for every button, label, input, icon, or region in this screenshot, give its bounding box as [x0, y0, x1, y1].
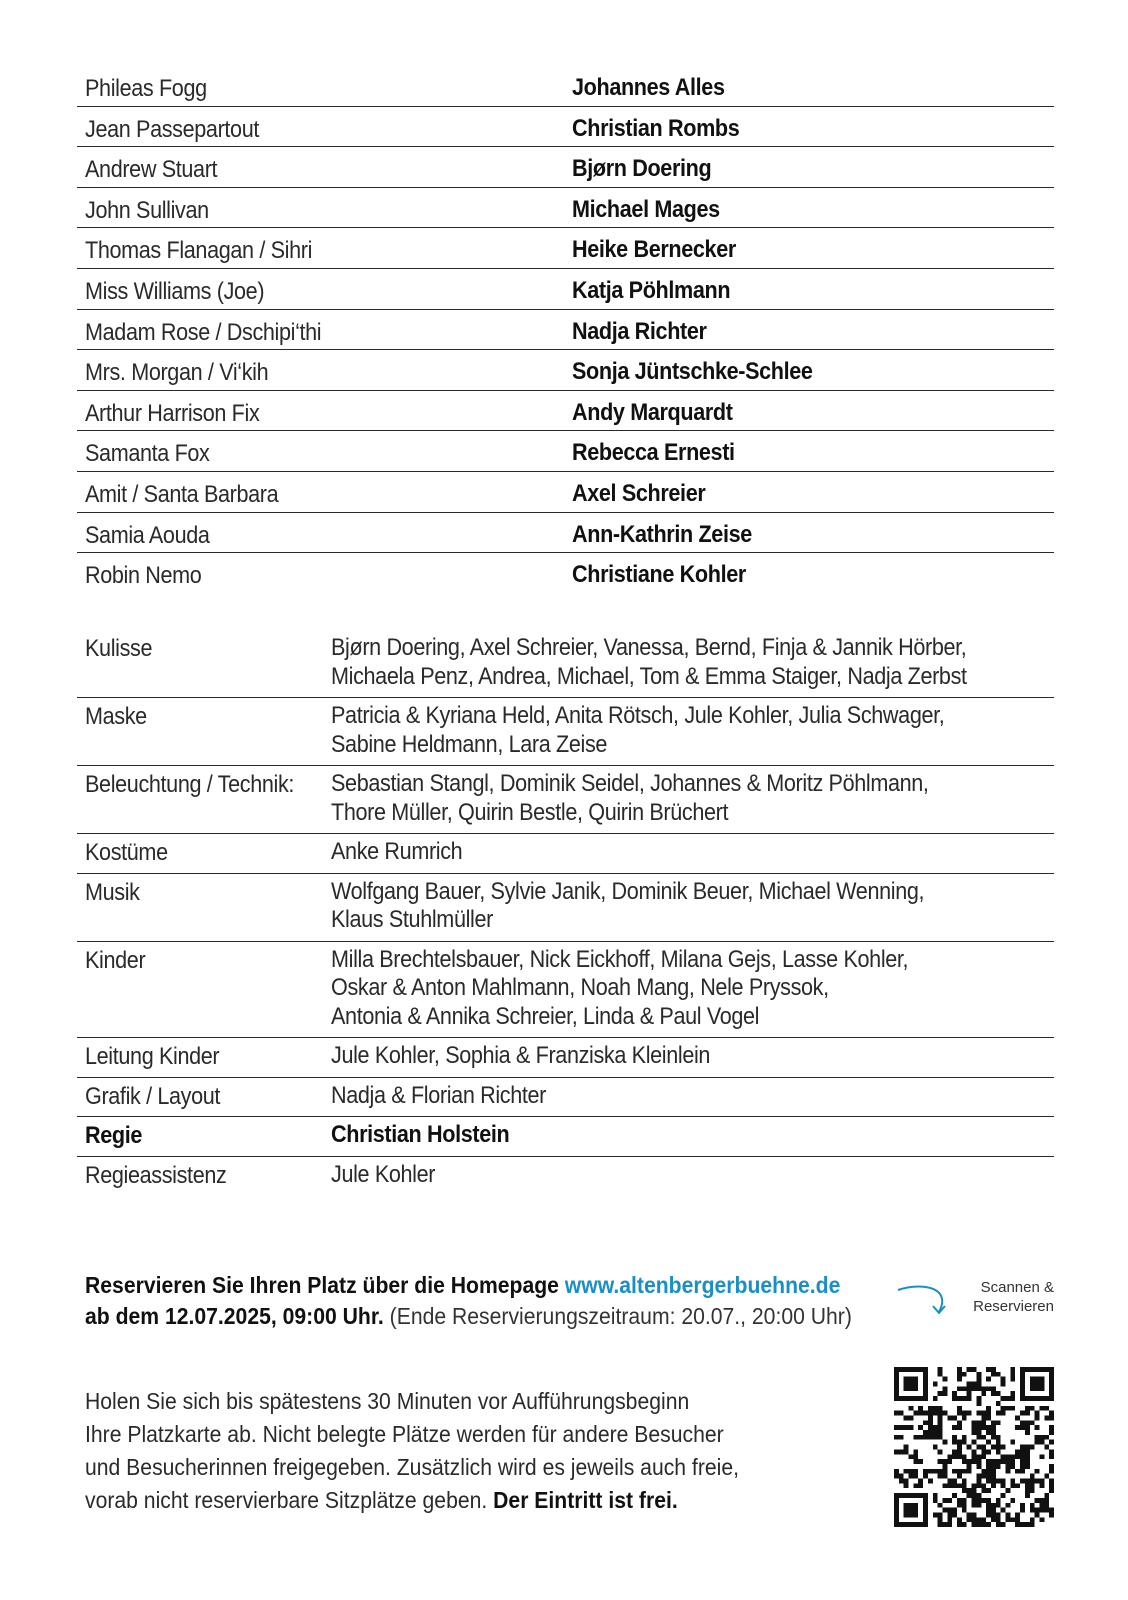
crew-names [331, 946, 1054, 1032]
crew-names-line: Milla Brechtelsbauer, Nick Eickhoff, Milana Gejs, Lasse Kohler, [331, 945, 909, 973]
crew-names [331, 878, 1054, 935]
info-line: Holen Sie sich bis spätestens 30 Minuten vor Aufführungsbeginn [85, 1388, 690, 1414]
actor-name: Axel Schreier [572, 479, 706, 507]
crew-row [77, 698, 1054, 766]
role-name: Amit / Santa Barbara [85, 480, 279, 508]
cast-table [77, 66, 1054, 594]
actor-name: Bjørn Doering [572, 155, 712, 183]
cast-row [77, 431, 1054, 472]
crew-names [331, 838, 1054, 867]
cast-row [77, 513, 1054, 554]
cast-row [77, 391, 1054, 432]
info-text: vorab nicht reservierbare Sitzplätze geben. [85, 1487, 494, 1513]
info-line: Ihre Platzkarte ab. Nicht belegte Plätze werden für andere Besucher [85, 1421, 724, 1447]
free-entry-note: Der Eintritt ist frei. [493, 1487, 678, 1513]
crew-names-line: Patricia & Kyriana Held, Anita Rötsch, Jule Kohler, Julia Schwager, [331, 702, 945, 729]
crew-names [331, 702, 1054, 759]
crew-names [331, 1121, 1054, 1150]
cast-row [77, 472, 1054, 513]
crew-names-line: Bjørn Doering, Axel Schreier, Vanessa, Bernd, Finja & Jannik Hörber, [331, 634, 967, 661]
cast-row [77, 310, 1054, 351]
role-name: Robin Nemo [85, 562, 202, 590]
crew-label: Leitung Kinder [85, 1043, 220, 1070]
info-line: und Besucherinnen freigegeben. Zusätzlich wird es jeweils auch freie, [85, 1454, 739, 1480]
role-name: Madam Rose / Dschipi‘thi [85, 318, 322, 346]
crew-names-line: Oskar & Anton Mahlmann, Noah Mang, Nele Pryssok, [331, 974, 829, 1001]
crew-names-line: Sabine Heldmann, Lara Zeise [331, 730, 608, 758]
qr-code-icon[interactable] [894, 1367, 1054, 1527]
crew-row [77, 1038, 1054, 1078]
reservation-line-1 [85, 1270, 852, 1301]
crew-names-line: Jule Kohler, Sophia & Franziska Kleinlein [331, 1042, 711, 1069]
crew-names-line: Christian Holstein [331, 1121, 510, 1148]
role-name: Miss Williams (Joe) [85, 277, 265, 305]
actor-name: Rebecca Ernesti [572, 439, 735, 467]
crew-row [77, 942, 1054, 1039]
crew-label: Kinder [85, 946, 146, 974]
reservation-start: ab dem 12.07.2025, 09:00 Uhr. [85, 1303, 384, 1329]
crew-names-line: Antonia & Annika Schreier, Linda & Paul Vogel [331, 1002, 760, 1030]
crew-label: Beleuchtung / Technik: [85, 771, 295, 798]
cast-row [77, 350, 1054, 391]
actor-name: Heike Bernecker [572, 236, 736, 264]
cast-row [77, 188, 1054, 229]
crew-row [77, 834, 1054, 874]
homepage-link[interactable]: www.altenbergerbuehne.de [564, 1272, 841, 1298]
info-paragraph [85, 1385, 739, 1517]
crew-names-line: Anke Rumrich [331, 838, 463, 865]
crew-label: Kostüme [85, 839, 168, 866]
scan-caption-line: Reservieren [973, 1298, 1054, 1315]
crew-names [331, 1161, 1054, 1190]
crew-names-line: Thore Müller, Quirin Bestle, Quirin Brüchert [331, 798, 729, 826]
crew-row [77, 630, 1054, 698]
role-name: Samia Aouda [85, 521, 210, 549]
crew-label: Regieassistenz [85, 1161, 227, 1189]
role-name: Jean Passepartout [85, 115, 260, 143]
crew-names-line: Nadja & Florian Richter [331, 1081, 547, 1109]
reservation-text: Reservieren Sie Ihren Platz über die Homepage [85, 1272, 565, 1298]
reservation-notice [85, 1270, 852, 1332]
role-name: Mrs. Morgan / Vi‘kih [85, 359, 269, 387]
role-name: Andrew Stuart [85, 156, 218, 184]
crew-row [77, 1157, 1054, 1196]
crew-label: Kulisse [85, 635, 153, 662]
curved-arrow-icon [896, 1280, 956, 1320]
info-line [85, 1484, 739, 1517]
role-name: Phileas Fogg [85, 75, 207, 102]
cast-row [77, 269, 1054, 310]
crew-names-line: Michaela Penz, Andrea, Michael, Tom & Emma Staiger, Nadja Zerbst [331, 662, 967, 690]
crew-label: Musik [85, 878, 140, 906]
crew-table [77, 630, 1054, 1195]
actor-name: Katja Pöhlmann [572, 276, 731, 304]
crew-names-line: Jule Kohler [331, 1160, 436, 1188]
actor-name: Andy Marquardt [572, 398, 733, 426]
reservation-line-2 [85, 1301, 852, 1332]
cast-row [77, 228, 1054, 269]
actor-name: Ann-Kathrin Zeise [572, 520, 752, 548]
role-name: John Sullivan [85, 196, 209, 224]
crew-names [331, 634, 1054, 691]
crew-names-line: Wolfgang Bauer, Sylvie Janik, Dominik Beuer, Michael Wenning, [331, 877, 925, 905]
scan-caption-line: Scannen & [980, 1279, 1054, 1296]
crew-row [77, 766, 1054, 834]
crew-label: Maske [85, 703, 147, 730]
actor-name: Michael Mages [572, 195, 720, 223]
reservation-end: (Ende Reservierungszeitraum: 20.07., 20:00 Uhr) [383, 1303, 852, 1329]
crew-row-director [77, 1117, 1054, 1157]
cast-row [77, 147, 1054, 188]
crew-label: Grafik / Layout [85, 1082, 221, 1110]
cast-row [77, 553, 1054, 594]
crew-row [77, 1078, 1054, 1118]
actor-name: Christiane Kohler [572, 561, 746, 589]
role-name: Thomas Flanagan / Sihri [85, 237, 313, 265]
role-name: Arthur Harrison Fix [85, 399, 260, 427]
cast-row [77, 66, 1054, 107]
crew-label: Regie [85, 1122, 143, 1149]
crew-names [331, 770, 1054, 827]
crew-names-line: Sebastian Stangl, Dominik Seidel, Johannes & Moritz Pöhlmann, [331, 770, 929, 797]
actor-name: Nadja Richter [572, 317, 707, 345]
scan-caption [968, 1278, 1054, 1316]
actor-name: Christian Rombs [572, 114, 740, 142]
crew-row [77, 874, 1054, 942]
crew-names [331, 1042, 1054, 1071]
actor-name: Johannes Alles [572, 74, 725, 101]
crew-names-line: Klaus Stuhlmüller [331, 906, 493, 933]
cast-row [77, 107, 1054, 148]
role-name: Samanta Fox [85, 440, 210, 468]
actor-name: Sonja Jüntschke-Schlee [572, 358, 813, 386]
crew-names [331, 1082, 1054, 1111]
